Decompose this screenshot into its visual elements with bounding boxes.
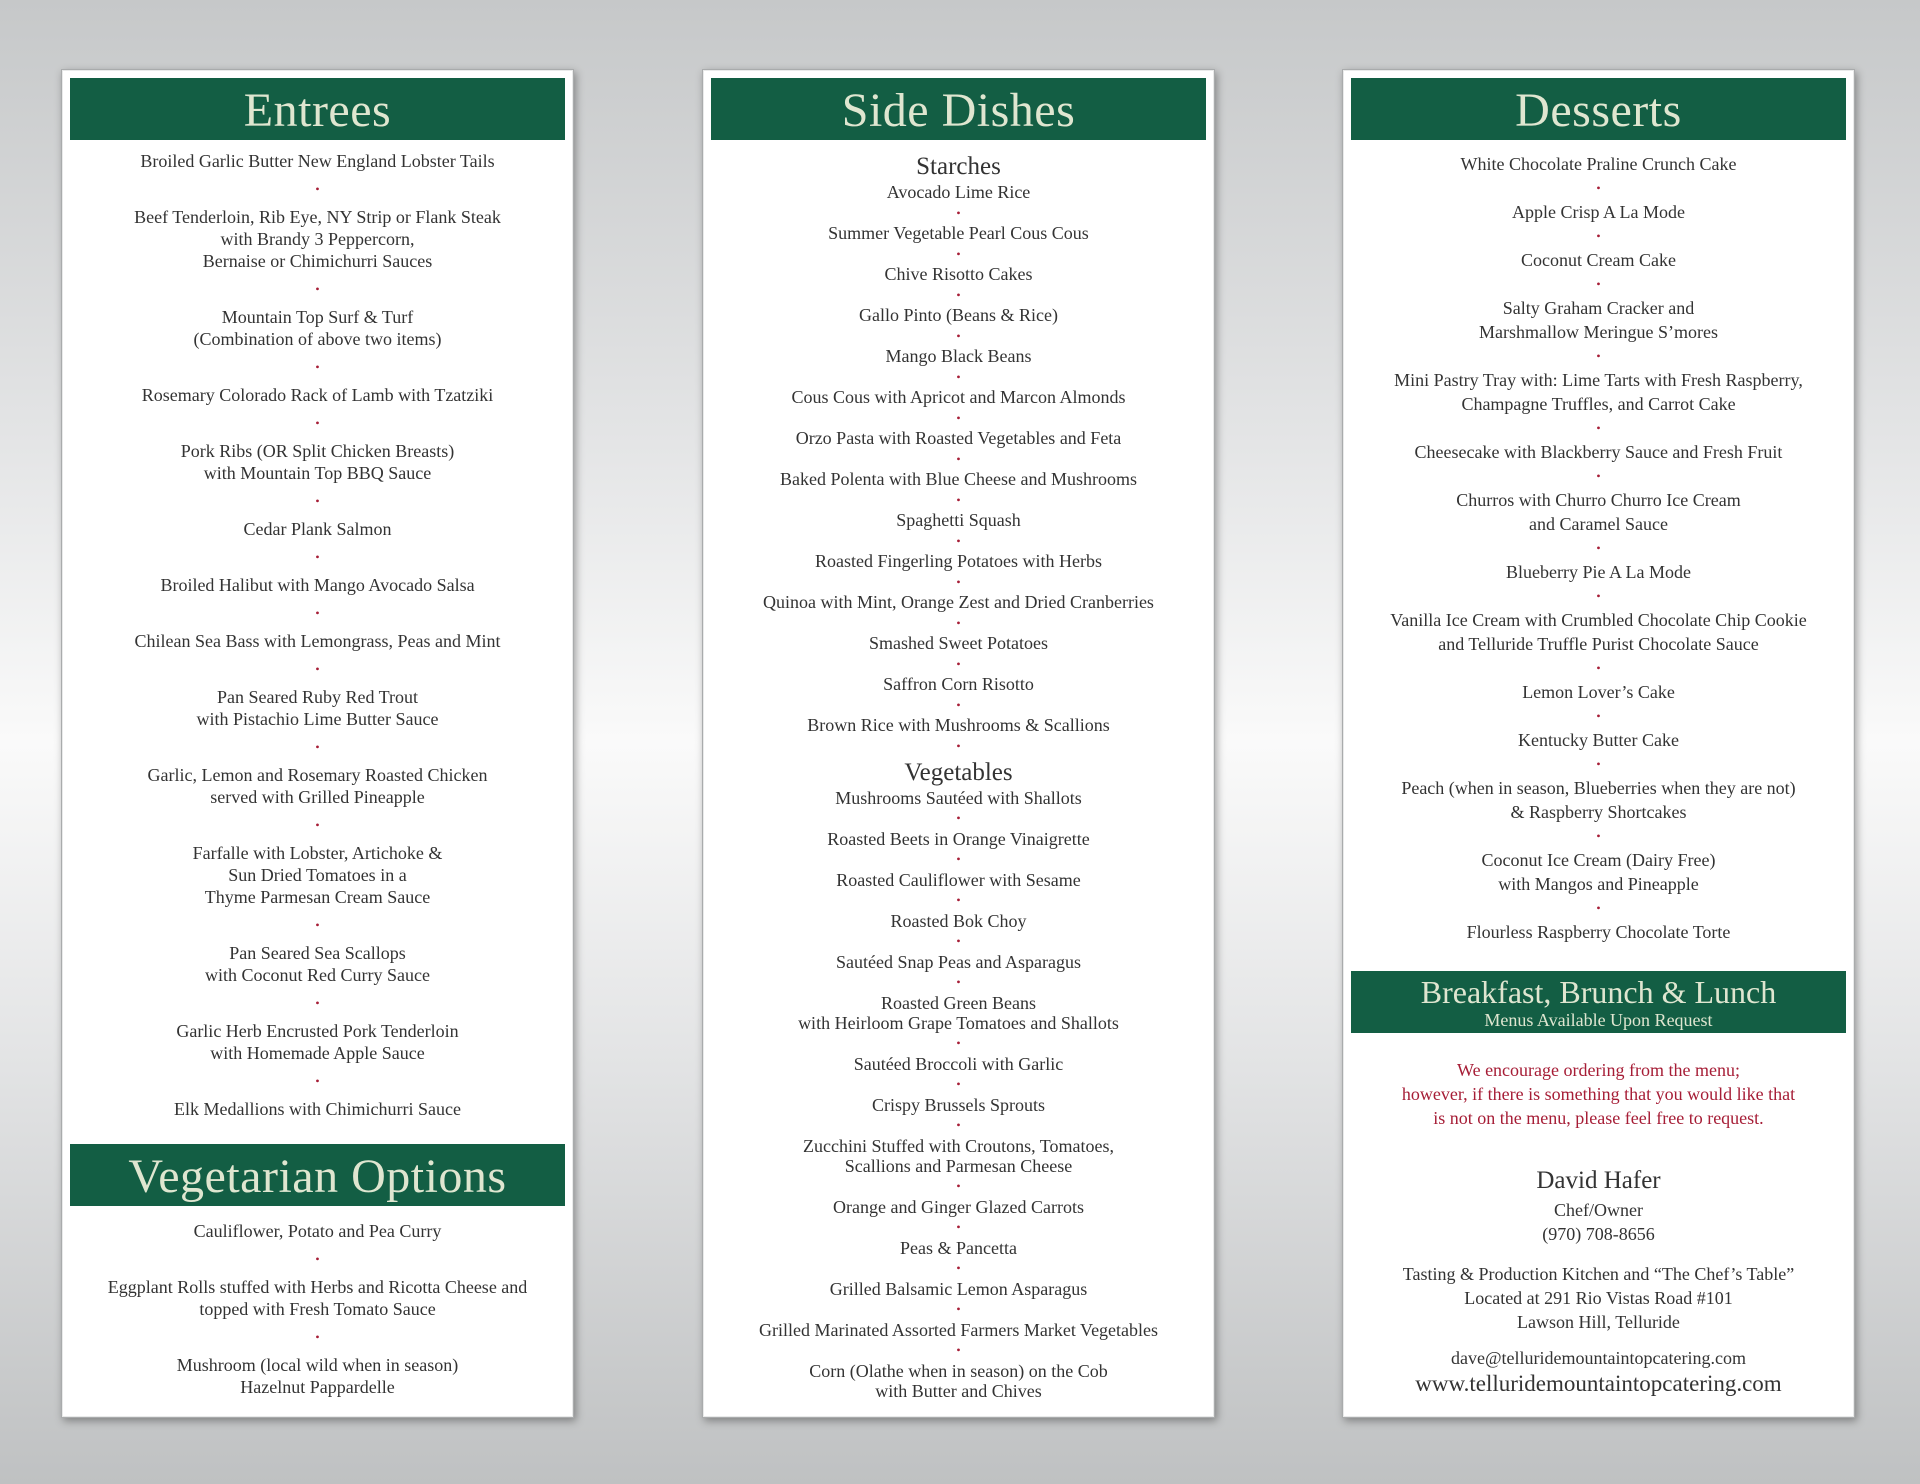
menu-item: Zucchini Stuffed with Croutons, Tomatoes, Scallions and Parmesan Cheese [802,1136,1115,1176]
menu-item: Smashed Sweet Potatoes [869,633,1048,653]
menu-item: Mango Black Beans [885,346,1032,366]
side-dishes-panel [702,69,1215,1418]
bullet-separator: • [956,616,961,630]
bullet-separator: • [1596,541,1601,555]
bullet-separator: • [956,1077,961,1091]
side-dishes-header: Side Dishes [711,78,1206,140]
bullet-separator: • [956,206,961,220]
bullet-separator: • [956,739,961,753]
menu-item: Gallo Pinto (Beans & Rice) [859,305,1058,325]
bullet-separator: • [1596,421,1601,435]
menu-item: Vanilla Ice Cream with Crumbled Chocolate Chip Cookie and Telluride Truffle Purist Chocolate Sauce [1390,610,1807,654]
bullet-separator: • [956,811,961,825]
menu-item: Salty Graham Cracker and Marshmallow Meringue S’mores [1479,298,1718,342]
menu-item: Saffron Corn Risotto [883,674,1034,694]
bullet-separator: • [956,1036,961,1050]
menu-item: Broiled Garlic Butter New England Lobster Tails [140,151,495,171]
bullet-separator: • [315,818,320,832]
menu-item: Summer Vegetable Pearl Cous Cous [828,223,1089,243]
menu-item: Coconut Cream Cake [1521,250,1676,270]
menu-item: Cauliflower, Potato and Pea Curry [193,1221,442,1241]
menu-item: Farfalle with Lobster, Artichoke & Sun Dried Tomatoes in a Thyme Parmesan Cream Sauce [192,843,443,907]
chef-name: David Hafer [1536,1167,1661,1194]
entrees-header: Entrees [70,78,565,140]
menu-item: Beef Tenderloin, Rib Eye, NY Strip or Flank Steak with Brandy 3 Peppercorn, Bernaise or Chimichurri Sauces [134,207,501,271]
menu-item: Roasted Bok Choy [890,911,1027,931]
bullet-separator: • [956,1118,961,1132]
menu-item: Baked Polenta with Blue Cheese and Mushrooms [780,469,1137,489]
menu-item: Flourless Raspberry Chocolate Torte [1466,922,1731,942]
menu-item: Sautéed Broccoli with Garlic [853,1054,1064,1074]
menu-item: Coconut Ice Cream (Dairy Free) with Mangos and Pineapple [1481,850,1716,894]
bullet-separator: • [315,182,320,196]
bullet-separator: • [315,1252,320,1266]
desserts-header: Desserts [1351,78,1846,140]
bullet-separator: • [315,662,320,676]
bullet-separator: • [315,494,320,508]
bullet-separator: • [315,996,320,1010]
menu-item: Mountain Top Surf & Turf (Combination of above two items) [193,307,442,349]
menu-item: Roasted Beets in Orange Vinaigrette [827,829,1090,849]
bullet-separator: • [1596,709,1601,723]
bullet-separator: • [315,360,320,374]
menu-item: Grilled Marinated Assorted Farmers Market Vegetables [758,1320,1159,1340]
bullet-separator: • [956,893,961,907]
bullet-separator: • [956,411,961,425]
bullet-separator: • [956,288,961,302]
bullet-separator: • [315,282,320,296]
menu-item: Peas & Pancetta [900,1238,1017,1258]
bullet-separator: • [1596,349,1601,363]
bullet-separator: • [1596,901,1601,915]
bullet-separator: • [1596,589,1601,603]
menu-item: Garlic, Lemon and Rosemary Roasted Chicken served with Grilled Pineapple [147,765,488,807]
bullet-separator: • [956,934,961,948]
menu-item: Cedar Plank Salmon [243,519,392,539]
menu-item: Pan Seared Ruby Red Trout with Pistachio Lime Butter Sauce [196,687,439,729]
breakfast-title: Breakfast, Brunch & Lunch [1420,974,1777,1010]
bullet-separator: • [956,698,961,712]
bullet-separator: • [315,416,320,430]
entrees-list [70,150,565,1120]
menu-item: Rosemary Colorado Rack of Lamb with Tzatziki [141,385,494,405]
starches-list [711,182,1206,756]
menu-item: Corn (Olathe when in season) on the Cob with Butter and Chives [809,1361,1108,1401]
bullet-separator: • [956,1343,961,1357]
bullet-separator: • [956,1220,961,1234]
menu-item: Broiled Halibut with Mango Avocado Salsa [160,575,475,595]
menu-item: Quinoa with Mint, Orange Zest and Dried Cranberries [763,592,1154,612]
menu-item: Grilled Balsamic Lemon Asparagus [829,1279,1088,1299]
menu-item: Peach (when in season, Blueberries when they are not) & Raspberry Shortcakes [1401,778,1796,822]
vegetarian-list [70,1220,565,1398]
bullet-separator: • [1596,829,1601,843]
menu-item: Spaghetti Squash [896,510,1021,530]
menu-item: Orange and Ginger Glazed Carrots [833,1197,1084,1217]
desserts-panel [1342,69,1855,1418]
ordering-note: We encourage ordering from the menu; however, if there is something that you would like that is not on the menu, please feel free to request. [1401,1060,1796,1128]
menu-item: Kentucky Butter Cake [1518,730,1679,750]
bullet-separator: • [315,918,320,932]
bullet-separator: • [956,575,961,589]
bullet-separator: • [315,1330,320,1344]
menu-item: Cous Cous with Apricot and Marcon Almonds [791,387,1126,407]
website-link[interactable]: www.telluridemountaintopcatering.com [1415,1371,1782,1396]
bullet-separator: • [1596,757,1601,771]
desserts-list [1351,152,1846,944]
menu-item: Mushrooms Sautéed with Shallots [835,788,1082,808]
menu-item: Orzo Pasta with Roasted Vegetables and Feta [795,428,1122,448]
menu-item: Chive Risotto Cakes [884,264,1033,284]
menu-item: Avocado Lime Rice [886,182,1031,202]
menu-item: Apple Crisp A La Mode [1512,202,1685,222]
menu-item: Crispy Brussels Sprouts [871,1095,1046,1115]
bullet-separator: • [315,550,320,564]
bullet-separator: • [956,1179,961,1193]
menu-item: Mushroom (local wild when in season) Hazelnut Pappardelle [176,1355,459,1397]
menu-item: Lemon Lover’s Cake [1522,682,1675,702]
entrees-panel [61,69,574,1418]
bullet-separator: • [956,975,961,989]
bullet-separator: • [1596,181,1601,195]
bullet-separator: • [956,1302,961,1316]
bullet-separator: • [956,247,961,261]
bullet-separator: • [1596,277,1601,291]
menu-item: Churros with Churro Churro Ice Cream and Caramel Sauce [1456,490,1741,534]
menu-item: Chilean Sea Bass with Lemongrass, Peas and Mint [134,631,501,651]
starches-subheading: Starches [916,153,1001,180]
menu-item: Mini Pastry Tray with: Lime Tarts with Fresh Raspberry, Champagne Truffles, and Carrot Cake [1394,370,1803,414]
bullet-separator: • [1596,661,1601,675]
menu-item: Brown Rice with Mushrooms & Scallions [807,715,1110,735]
chef-phone: (970) 708-8656 [1542,1224,1655,1244]
bullet-separator: • [956,452,961,466]
vegetables-list [711,788,1206,1401]
bullet-separator: • [956,329,961,343]
menu-item: Sautéed Snap Peas and Asparagus [836,952,1081,972]
bullet-separator: • [956,852,961,866]
email-link[interactable]: dave@telluridemountaintopcatering.com [1451,1348,1746,1368]
bullet-separator: • [956,1261,961,1275]
bullet-separator: • [315,606,320,620]
breakfast-subtitle: Menus Available Upon Request [1484,1010,1713,1030]
menu-item: Eggplant Rolls stuffed with Herbs and Ricotta Cheese and topped with Fresh Tomato Sauce [107,1277,528,1319]
bullet-separator: • [956,370,961,384]
menu-item: Elk Medallions with Chimichurri Sauce [174,1099,461,1119]
vegetables-subheading: Vegetables [904,759,1013,786]
menu-item: Pork Ribs (OR Split Chicken Breasts) with Mountain Top BBQ Sauce [180,441,455,483]
bullet-separator: • [956,534,961,548]
menu-item: Roasted Green Beans with Heirloom Grape Tomatoes and Shallots [798,993,1119,1033]
bullet-separator: • [315,740,320,754]
breakfast-header [1351,971,1846,1033]
menu-item: Pan Seared Sea Scallops with Coconut Red Curry Sauce [205,943,430,985]
chef-role: Chef/Owner [1554,1200,1643,1220]
bullet-separator: • [956,493,961,507]
bullet-separator: • [1596,469,1601,483]
menu-item: Roasted Fingerling Potatoes with Herbs [815,551,1102,571]
kitchen-address: Tasting & Production Kitchen and “The Chef’s Table” Located at 291 Rio Vistas Road #101 Lawson Hill, Telluride [1402,1264,1795,1332]
vegetarian-header: Vegetarian Options [70,1144,565,1206]
menu-item: Garlic Herb Encrusted Pork Tenderloin with Homemade Apple Sauce [176,1021,459,1063]
menu-item: Roasted Cauliflower with Sesame [836,870,1081,890]
bullet-separator: • [315,1074,320,1088]
menu-item: Cheesecake with Blackberry Sauce and Fresh Fruit [1414,442,1783,462]
bullet-separator: • [1596,229,1601,243]
menu-item: White Chocolate Praline Crunch Cake [1460,154,1737,174]
bullet-separator: • [956,657,961,671]
menu-item: Blueberry Pie A La Mode [1506,562,1691,582]
